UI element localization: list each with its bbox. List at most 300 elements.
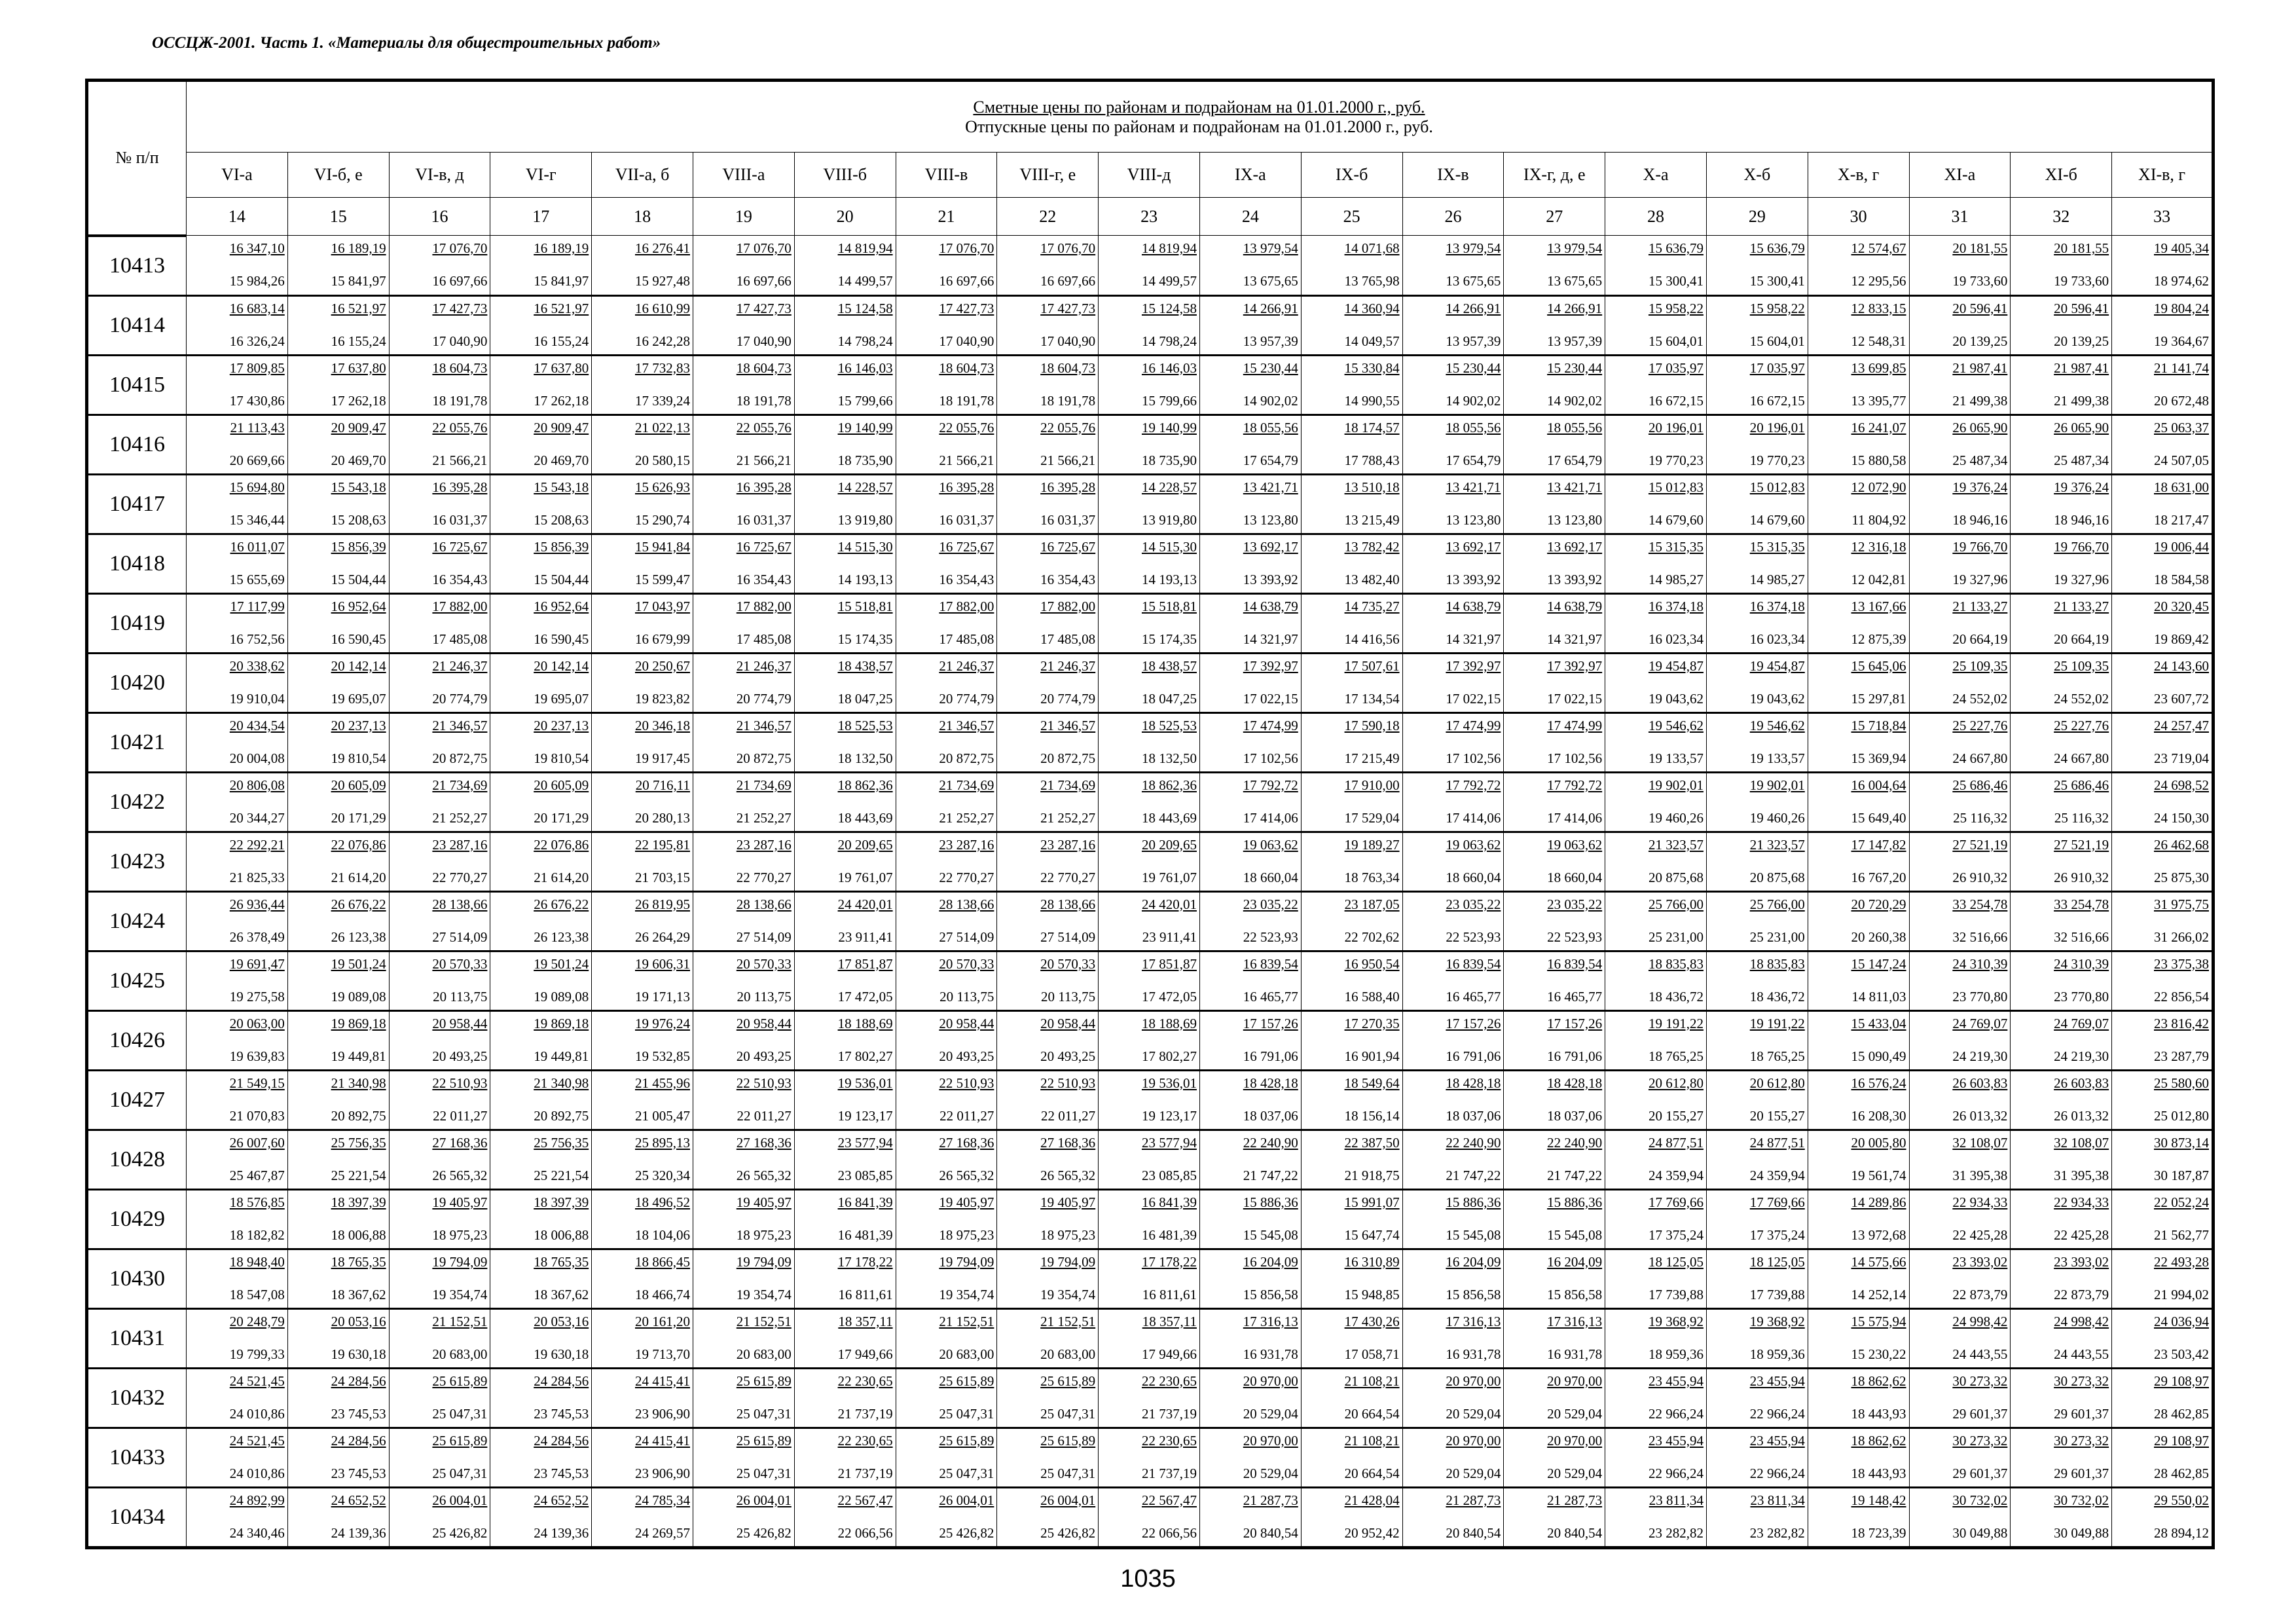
item-code: 10424 xyxy=(87,891,187,951)
price-cell xyxy=(1504,1010,1605,1070)
table-row xyxy=(87,1428,2214,1487)
price-cell xyxy=(1808,474,1909,534)
price-cell xyxy=(389,891,490,951)
release-price: 19 354,74 xyxy=(432,1286,488,1302)
release-price: 21 737,19 xyxy=(1141,1405,1197,1422)
price-cell xyxy=(1504,832,1605,891)
estimate-price: 24 877,51 xyxy=(1749,1134,1805,1151)
estimate-price: 22 052,24 xyxy=(2154,1194,2209,1210)
release-price: 24 340,46 xyxy=(229,1524,285,1541)
release-price: 24 552,02 xyxy=(1952,690,2008,707)
estimate-price: 23 035,22 xyxy=(1547,896,1603,912)
release-price: 16 672,15 xyxy=(1749,392,1805,409)
release-price: 25 047,31 xyxy=(1040,1465,1096,1481)
release-price: 14 416,56 xyxy=(1344,631,1400,647)
price-cell xyxy=(287,1070,389,1130)
estimate-price: 17 851,87 xyxy=(837,955,893,972)
release-price: 25 221,54 xyxy=(534,1167,589,1183)
release-price: 22 770,27 xyxy=(1040,869,1096,885)
price-cell xyxy=(794,415,896,474)
estimate-price: 20 142,14 xyxy=(534,657,589,674)
estimate-price: 19 405,97 xyxy=(736,1194,792,1210)
estimate-price: 20 970,00 xyxy=(1446,1432,1501,1449)
release-price: 17 788,43 xyxy=(1344,452,1400,468)
release-price: 18 006,88 xyxy=(331,1227,386,1243)
price-cell xyxy=(794,1428,896,1487)
release-price: 23 745,53 xyxy=(534,1465,589,1481)
release-price: 29 601,37 xyxy=(2054,1465,2109,1481)
table-row xyxy=(87,1487,2214,1547)
release-price: 20 171,29 xyxy=(331,809,386,826)
estimate-price: 23 811,34 xyxy=(1649,1492,1704,1508)
price-cell xyxy=(997,1487,1099,1547)
estimate-price: 17 035,97 xyxy=(1749,360,1805,376)
release-price: 12 295,56 xyxy=(1851,272,1906,289)
price-cell xyxy=(1099,1487,1200,1547)
release-price: 15 856,58 xyxy=(1243,1286,1298,1302)
price-cell xyxy=(287,1249,389,1308)
price-cell xyxy=(1199,653,1301,712)
estimate-price: 20 320,45 xyxy=(2154,598,2209,614)
estimate-price: 17 147,82 xyxy=(1851,836,1906,853)
estimate-price: 28 138,66 xyxy=(736,896,792,912)
estimate-price: 28 138,66 xyxy=(939,896,994,912)
release-price: 15 948,85 xyxy=(1344,1286,1400,1302)
estimate-price: 20 970,00 xyxy=(1547,1432,1603,1449)
item-code: 10426 xyxy=(87,1010,187,1070)
price-cell xyxy=(389,295,490,355)
estimate-price: 18 765,35 xyxy=(331,1253,386,1270)
estimate-price: 21 246,37 xyxy=(939,657,994,674)
release-price: 25 047,31 xyxy=(939,1405,994,1422)
release-price: 25 221,54 xyxy=(331,1167,386,1183)
price-cell xyxy=(2011,1487,2112,1547)
price-cell xyxy=(1099,891,1200,951)
price-cell xyxy=(896,951,997,1010)
price-cell xyxy=(490,593,592,653)
release-price: 19 123,17 xyxy=(1141,1107,1197,1124)
release-price: 20 493,25 xyxy=(1040,1048,1096,1064)
release-price: 20 664,19 xyxy=(1952,631,2008,647)
release-price: 19 171,13 xyxy=(634,988,690,1005)
table-row xyxy=(87,236,2214,296)
release-price: 16 481,39 xyxy=(837,1227,893,1243)
estimate-price: 25 895,13 xyxy=(634,1134,690,1151)
estimate-price: 20 570,33 xyxy=(736,955,792,972)
estimate-price: 14 819,94 xyxy=(1141,240,1197,256)
release-price: 23 085,85 xyxy=(837,1167,893,1183)
release-price: 23 906,90 xyxy=(634,1405,690,1422)
price-cell xyxy=(2112,1189,2214,1249)
release-price: 15 300,41 xyxy=(1749,272,1805,289)
release-price: 15 297,81 xyxy=(1851,690,1906,707)
price-cell xyxy=(693,712,794,772)
price-cell xyxy=(1605,1189,1707,1249)
release-price: 18 443,93 xyxy=(1851,1405,1906,1422)
estimate-price: 15 543,18 xyxy=(331,479,386,495)
column-number-cell xyxy=(1909,198,2011,236)
estimate-price: 24 652,52 xyxy=(534,1492,589,1508)
price-cell xyxy=(490,1189,592,1249)
estimate-price: 17 076,70 xyxy=(939,240,994,256)
estimate-price: 15 645,06 xyxy=(1851,657,1906,674)
price-cell xyxy=(490,891,592,951)
estimate-price: 17 792,72 xyxy=(1547,777,1603,793)
release-price: 25 047,31 xyxy=(939,1465,994,1481)
price-cell xyxy=(1605,593,1707,653)
release-price: 17 040,90 xyxy=(736,333,792,349)
estimate-price: 16 374,18 xyxy=(1749,598,1805,614)
release-price: 16 481,39 xyxy=(1141,1227,1197,1243)
estimate-price: 14 266,91 xyxy=(1547,300,1603,316)
price-cell xyxy=(187,295,288,355)
estimate-price: 18 055,56 xyxy=(1243,419,1298,435)
table-row xyxy=(87,1130,2214,1189)
price-cell xyxy=(693,1010,794,1070)
price-cell xyxy=(997,295,1099,355)
estimate-price: 19 546,62 xyxy=(1749,717,1805,733)
price-cell xyxy=(693,1428,794,1487)
price-cell xyxy=(997,415,1099,474)
release-price: 28 894,12 xyxy=(2154,1524,2209,1541)
release-price: 14 902,02 xyxy=(1547,392,1603,409)
estimate-price: 13 421,71 xyxy=(1446,479,1501,495)
estimate-price: 18 862,62 xyxy=(1851,1432,1906,1449)
estimate-price: 18 174,57 xyxy=(1344,419,1400,435)
estimate-price: 24 877,51 xyxy=(1648,1134,1704,1151)
estimate-price: 18 948,40 xyxy=(229,1253,285,1270)
release-price: 19 327,96 xyxy=(2054,571,2109,587)
estimate-price: 22 934,33 xyxy=(2054,1194,2109,1210)
price-cell xyxy=(896,474,997,534)
release-price: 25 467,87 xyxy=(229,1167,285,1183)
estimate-price: 16 204,09 xyxy=(1446,1253,1501,1270)
column-number: 17 xyxy=(532,206,550,226)
release-price: 14 321,97 xyxy=(1243,631,1298,647)
release-price: 17 472,05 xyxy=(837,988,893,1005)
zone-header-label: VIII-д xyxy=(1127,165,1171,184)
estimate-price: 19 976,24 xyxy=(634,1015,690,1031)
estimate-price: 20 209,65 xyxy=(1141,836,1197,853)
price-cell xyxy=(1808,891,1909,951)
price-cell xyxy=(490,1010,592,1070)
price-cell xyxy=(1909,1308,2011,1368)
release-price: 20 892,75 xyxy=(534,1107,589,1124)
release-price: 22 425,28 xyxy=(1952,1227,2008,1243)
estimate-price: 19 794,09 xyxy=(736,1253,792,1270)
table-row xyxy=(87,1010,2214,1070)
release-price: 16 354,43 xyxy=(736,571,792,587)
estimate-price: 16 146,03 xyxy=(837,360,893,376)
release-price: 23 911,41 xyxy=(838,929,893,945)
price-cell xyxy=(1504,534,1605,593)
release-price: 24 269,57 xyxy=(634,1524,690,1541)
estimate-price: 21 734,69 xyxy=(939,777,994,793)
release-price: 17 472,05 xyxy=(1141,988,1197,1005)
item-code: 10418 xyxy=(87,534,187,593)
release-price: 20 529,04 xyxy=(1243,1405,1298,1422)
price-cell xyxy=(187,653,288,712)
price-cell xyxy=(1706,1249,1808,1308)
price-cell xyxy=(1909,653,2011,712)
release-price: 26 910,32 xyxy=(2054,869,2109,885)
estimate-price: 18 576,85 xyxy=(229,1194,285,1210)
estimate-price: 25 227,76 xyxy=(1952,717,2008,733)
price-cell xyxy=(187,772,288,832)
price-cell xyxy=(1706,534,1808,593)
price-cell xyxy=(287,1428,389,1487)
estimate-price: 22 055,76 xyxy=(432,419,488,435)
estimate-price: 12 072,90 xyxy=(1851,479,1906,495)
release-price: 20 664,54 xyxy=(1344,1465,1400,1481)
estimate-price: 20 596,41 xyxy=(1952,300,2008,316)
release-price: 16 767,20 xyxy=(1851,869,1906,885)
price-cell xyxy=(1909,1130,2011,1189)
price-cell xyxy=(1301,355,1402,415)
price-cell xyxy=(2011,1070,2112,1130)
table-row xyxy=(87,474,2214,534)
price-cell xyxy=(1099,1428,1200,1487)
price-cell xyxy=(592,653,693,712)
estimate-price: 19 766,70 xyxy=(1952,538,2008,555)
price-cell xyxy=(490,1487,592,1547)
estimate-price: 17 851,87 xyxy=(1141,955,1197,972)
release-price: 15 346,44 xyxy=(229,511,285,528)
price-cell xyxy=(389,1189,490,1249)
estimate-price: 18 862,36 xyxy=(837,777,893,793)
item-code: 10432 xyxy=(87,1368,187,1428)
price-cell xyxy=(187,1487,288,1547)
price-cell xyxy=(1706,1189,1808,1249)
price-cell xyxy=(187,1189,288,1249)
price-cell xyxy=(287,653,389,712)
price-cell xyxy=(1099,355,1200,415)
estimate-price: 19 804,24 xyxy=(2154,300,2209,316)
zone-header-cell xyxy=(997,153,1099,198)
price-cell xyxy=(794,1308,896,1368)
release-price: 19 733,60 xyxy=(2054,272,2109,289)
price-cell xyxy=(389,832,490,891)
release-price: 22 066,56 xyxy=(1141,1524,1197,1541)
estimate-price: 17 392,97 xyxy=(1243,657,1298,674)
price-cell xyxy=(187,1428,288,1487)
estimate-price: 30 273,32 xyxy=(2054,1373,2109,1389)
release-price: 19 823,82 xyxy=(634,690,690,707)
zone-header-cell xyxy=(693,153,794,198)
estimate-price: 17 507,61 xyxy=(1344,657,1400,674)
release-price: 26 565,32 xyxy=(432,1167,488,1183)
estimate-price: 20 142,14 xyxy=(331,657,386,674)
price-cell xyxy=(1605,832,1707,891)
price-cell xyxy=(1301,891,1402,951)
estimate-price: 14 266,91 xyxy=(1243,300,1298,316)
estimate-price: 14 735,27 xyxy=(1344,598,1400,614)
estimate-price: 19 606,31 xyxy=(634,955,690,972)
price-cell xyxy=(187,415,288,474)
release-price: 15 174,35 xyxy=(1141,631,1197,647)
price-cell xyxy=(389,534,490,593)
estimate-price: 20 196,01 xyxy=(1749,419,1805,435)
estimate-price: 17 769,66 xyxy=(1648,1194,1704,1210)
price-cell xyxy=(1301,474,1402,534)
price-cell xyxy=(592,891,693,951)
price-cell xyxy=(1808,1130,1909,1189)
estimate-price: 18 525,53 xyxy=(837,717,893,733)
estimate-price: 15 012,83 xyxy=(1648,479,1704,495)
price-cell xyxy=(693,1070,794,1130)
estimate-price: 20 970,00 xyxy=(1243,1373,1298,1389)
estimate-price: 17 043,97 xyxy=(634,598,690,614)
release-price: 15 984,26 xyxy=(229,272,285,289)
estimate-price: 30 732,02 xyxy=(1952,1492,2008,1508)
estimate-price: 23 287,16 xyxy=(736,836,792,853)
estimate-price: 14 228,57 xyxy=(837,479,893,495)
release-price: 18 466,74 xyxy=(634,1286,690,1302)
estimate-price: 14 515,30 xyxy=(1141,538,1197,555)
release-price: 24 667,80 xyxy=(2054,750,2109,766)
estimate-price: 16 610,99 xyxy=(634,300,690,316)
price-cell xyxy=(794,1010,896,1070)
release-price: 16 791,06 xyxy=(1243,1048,1298,1064)
price-cell xyxy=(187,534,288,593)
column-number-cell xyxy=(187,198,288,236)
release-price: 18 191,78 xyxy=(939,392,994,409)
release-price: 20 004,08 xyxy=(229,750,285,766)
release-price: 22 966,24 xyxy=(1648,1465,1704,1481)
estimate-price: 13 692,17 xyxy=(1547,538,1603,555)
estimate-price: 12 833,15 xyxy=(1851,300,1906,316)
price-cell xyxy=(389,474,490,534)
estimate-price: 24 036,94 xyxy=(2154,1313,2209,1329)
release-price: 32 516,66 xyxy=(2054,929,2109,945)
price-cell xyxy=(389,1308,490,1368)
estimate-price: 18 125,05 xyxy=(1749,1253,1805,1270)
column-number: 14 xyxy=(228,206,246,226)
release-price: 20 469,70 xyxy=(534,452,589,468)
price-cell xyxy=(187,1308,288,1368)
price-cell xyxy=(1301,1487,1402,1547)
price-cell xyxy=(1402,951,1504,1010)
estimate-price: 17 157,26 xyxy=(1547,1015,1603,1031)
release-price: 18 959,36 xyxy=(1648,1346,1704,1362)
release-price: 14 798,24 xyxy=(1141,333,1197,349)
estimate-price: 18 188,69 xyxy=(837,1015,893,1031)
price-cell xyxy=(187,1249,288,1308)
price-cell xyxy=(1808,1010,1909,1070)
release-price: 20 280,13 xyxy=(634,809,690,826)
price-cell xyxy=(1504,1308,1605,1368)
release-price: 24 139,36 xyxy=(534,1524,589,1541)
release-price: 29 601,37 xyxy=(1952,1405,2008,1422)
release-price: 17 414,06 xyxy=(1446,809,1501,826)
estimate-price: 16 189,19 xyxy=(534,240,589,256)
price-cell xyxy=(1504,1487,1605,1547)
release-price: 16 901,94 xyxy=(1344,1048,1400,1064)
release-price: 18 367,62 xyxy=(331,1286,386,1302)
estimate-price: 18 525,53 xyxy=(1141,717,1197,733)
price-cell xyxy=(287,772,389,832)
price-cell xyxy=(1808,1428,1909,1487)
estimate-price: 17 157,26 xyxy=(1243,1015,1298,1031)
price-cell xyxy=(490,712,592,772)
price-cell xyxy=(592,415,693,474)
estimate-price: 16 395,28 xyxy=(432,479,488,495)
release-price: 20 529,04 xyxy=(1547,1405,1603,1422)
release-price: 25 875,30 xyxy=(2154,869,2209,885)
estimate-price: 21 549,15 xyxy=(229,1075,285,1091)
price-cell xyxy=(794,712,896,772)
release-price: 17 739,88 xyxy=(1648,1286,1704,1302)
estimate-price: 20 596,41 xyxy=(2054,300,2109,316)
price-cell xyxy=(2011,712,2112,772)
column-number: 33 xyxy=(2153,206,2171,226)
release-price: 20 155,27 xyxy=(1749,1107,1805,1124)
estimate-price: 33 254,78 xyxy=(1952,896,2008,912)
release-price: 16 031,37 xyxy=(736,511,792,528)
estimate-price: 17 769,66 xyxy=(1749,1194,1805,1210)
release-price: 16 326,24 xyxy=(229,333,285,349)
release-price: 15 504,44 xyxy=(534,571,589,587)
estimate-price: 20 612,80 xyxy=(1648,1075,1704,1091)
zone-header-cell xyxy=(1099,153,1200,198)
release-price: 16 031,37 xyxy=(1040,511,1096,528)
release-price: 19 869,42 xyxy=(2154,631,2209,647)
release-price: 13 393,92 xyxy=(1547,571,1603,587)
estimate-price: 19 405,97 xyxy=(432,1194,488,1210)
estimate-price: 27 521,19 xyxy=(2054,836,2109,853)
release-price: 16 031,37 xyxy=(432,511,488,528)
estimate-price: 20 958,44 xyxy=(736,1015,792,1031)
estimate-price: 15 941,84 xyxy=(634,538,690,555)
estimate-price: 13 979,54 xyxy=(1446,240,1501,256)
release-price: 28 462,85 xyxy=(2154,1465,2209,1481)
release-price: 15 208,63 xyxy=(534,511,589,528)
release-price: 21 005,47 xyxy=(634,1107,690,1124)
release-price: 18 547,08 xyxy=(229,1286,285,1302)
item-code: 10427 xyxy=(87,1070,187,1130)
release-price: 19 327,96 xyxy=(1952,571,2008,587)
price-cell xyxy=(187,1130,288,1189)
price-cell xyxy=(1909,772,2011,832)
price-cell xyxy=(490,1308,592,1368)
estimate-price: 24 257,47 xyxy=(2154,717,2209,733)
price-cell xyxy=(2011,1249,2112,1308)
price-cell xyxy=(693,1189,794,1249)
price-cell xyxy=(1706,355,1808,415)
zone-header-label: IX-в xyxy=(1437,165,1469,184)
price-cell xyxy=(1706,415,1808,474)
estimate-price: 20 958,44 xyxy=(939,1015,994,1031)
release-price: 22 011,27 xyxy=(1040,1107,1096,1124)
release-price: 15 647,74 xyxy=(1344,1227,1400,1243)
release-price: 17 375,24 xyxy=(1648,1227,1704,1243)
column-number: 25 xyxy=(1343,206,1360,226)
price-cell xyxy=(1706,832,1808,891)
price-cell xyxy=(2112,891,2214,951)
release-price: 25 047,31 xyxy=(1040,1405,1096,1422)
estimate-price: 22 240,90 xyxy=(1446,1134,1501,1151)
release-price: 26 910,32 xyxy=(1952,869,2008,885)
estimate-price: 17 178,22 xyxy=(837,1253,893,1270)
price-table xyxy=(85,79,2215,1549)
price-cell xyxy=(389,1070,490,1130)
price-cell xyxy=(997,1010,1099,1070)
price-cell xyxy=(490,236,592,296)
estimate-price: 25 615,89 xyxy=(1040,1432,1096,1449)
estimate-price: 16 683,14 xyxy=(229,300,285,316)
column-number-cell xyxy=(1099,198,1200,236)
release-price: 20 774,79 xyxy=(939,690,994,707)
